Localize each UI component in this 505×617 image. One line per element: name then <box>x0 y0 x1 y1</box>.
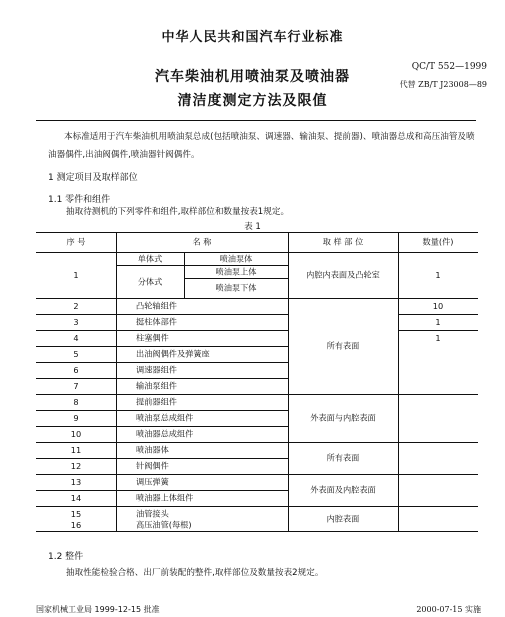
table-row-no: 11 <box>70 445 82 455</box>
section-1-heading: 1 测定项目及取样部位 <box>48 173 138 183</box>
section-1-2-text: 抽取性能检验合格、出厂前装配的整件,取样部位及数量按表2规定。 <box>66 568 324 578</box>
row1-single: 单体式 <box>137 253 163 264</box>
table-row-name: 调压弹簧 <box>136 476 169 487</box>
table-row-no: 4 <box>73 333 79 343</box>
table-row-no: 13 <box>70 477 82 487</box>
table-row-no: 7 <box>73 381 79 391</box>
section-1-1-text: 抽取待测机的下列零件和组件,取样部位和数量按表1规定。 <box>66 207 290 217</box>
col-rule <box>288 232 289 532</box>
section-1-1-heading: 1.1 零件和组件 <box>48 195 111 205</box>
table-row-no: 2 <box>73 301 79 311</box>
table-row-no: 15 <box>70 509 82 519</box>
standard-code: QC/T 552—1999 <box>411 62 487 72</box>
table-header-rule <box>36 252 478 253</box>
row-rule <box>398 330 478 331</box>
table-row-name: 油管接头 <box>136 508 169 519</box>
sampling-table <box>36 232 478 532</box>
table-row-name: 高压油管(每根) <box>136 519 192 530</box>
scope-paragraph: 本标准适用于汽车柴油机用喷油泵总成(包括喷油泵、调速器、输油泵、提前器)、喷油器总成和高压油管及喷油器偶件,出油阀偶件,喷油器针阀偶件。 <box>48 132 475 160</box>
table-row-name: 提前器组件 <box>136 396 177 407</box>
table-row-name: 喷油器总成组件 <box>136 428 194 439</box>
row1-sub-rule <box>184 278 288 279</box>
header-no: 序 号 <box>66 236 86 247</box>
table-row-no: 5 <box>73 349 79 359</box>
row-rule <box>36 490 288 491</box>
row1-no: 1 <box>73 270 79 280</box>
table-row-name: 调速器组件 <box>136 364 177 375</box>
document-title-line2: 清洁度测定方法及限值 <box>177 93 328 109</box>
qty-10: 10 <box>432 301 444 311</box>
table-row-name: 喷油器上体组件 <box>136 492 194 503</box>
row-rule <box>36 394 478 395</box>
issuing-organization: 中华人民共和国汽车行业标准 <box>161 30 344 45</box>
row-rule <box>36 362 288 363</box>
sampling-inner: 内腔表面 <box>326 513 360 524</box>
sampling-all-surface: 所有表面 <box>326 340 360 351</box>
col-rule <box>398 232 399 532</box>
col-rule <box>184 252 185 298</box>
col-rule <box>116 232 117 532</box>
table-row-name: 出油阀偶件及弹簧座 <box>136 348 210 359</box>
row-rule <box>398 314 478 315</box>
row1-multi: 分体式 <box>137 276 163 287</box>
sampling-inner-outer-2: 外表面及内腔表面 <box>310 484 376 495</box>
qty-1b: 1 <box>435 333 441 343</box>
table-row-no: 8 <box>73 397 79 407</box>
sampling-all-surface-2: 所有表面 <box>326 452 360 463</box>
approval-line: 国家机械工业局 1999-12-15 批准 <box>36 605 160 614</box>
row-rule <box>36 314 288 315</box>
table-row-no: 9 <box>73 413 79 423</box>
row1-part3: 喷油泵下体 <box>215 282 257 293</box>
table-row-name: 喷油器体 <box>136 444 169 455</box>
row1-qty: 1 <box>435 270 441 280</box>
table-row-name: 输油泵组件 <box>136 380 177 391</box>
title-divider <box>36 120 476 121</box>
table-bottom-rule <box>36 531 478 532</box>
row-rule <box>36 426 288 427</box>
row-rule <box>36 346 288 347</box>
header-qty: 数量(件) <box>422 236 454 247</box>
table-row-no: 10 <box>70 429 82 439</box>
replaced-standard: 代替 ZB/T J23008—89 <box>399 80 487 89</box>
row1-sub-rule <box>116 265 288 266</box>
row-rule <box>36 410 288 411</box>
row-rule <box>36 442 478 443</box>
section-1-2-heading: 1.2 整件 <box>48 552 84 562</box>
table-row-name: 喷油泵总成组件 <box>136 412 194 423</box>
table-row-no: 16 <box>70 520 82 530</box>
header-part: 取 样 部 位 <box>322 236 364 247</box>
table-row-name: 挺柱体部件 <box>136 316 177 327</box>
row1-sampling: 内腔内表面及凸轮室 <box>306 269 380 280</box>
row-rule <box>36 298 478 299</box>
table-row-name: 柱塞偶件 <box>136 332 169 343</box>
row-rule <box>36 458 288 459</box>
table-top-rule <box>36 232 478 233</box>
table-row-name: 凸轮轴组件 <box>136 300 177 311</box>
sampling-inner-outer: 外表面与内腔表面 <box>310 412 376 423</box>
table-row-no: 12 <box>70 461 82 471</box>
table-row-name: 针阀偶件 <box>136 460 169 471</box>
row-rule <box>36 506 478 507</box>
table-row-no: 6 <box>73 365 79 375</box>
table-caption: 表 1 <box>244 222 261 232</box>
row-rule <box>36 330 288 331</box>
implementation-date: 2000-07-15 实施 <box>416 605 481 614</box>
row-rule <box>36 474 478 475</box>
row-rule <box>36 378 288 379</box>
table-row-no: 14 <box>70 493 82 503</box>
qty-1a: 1 <box>435 317 441 327</box>
table-row-no: 3 <box>73 317 79 327</box>
header-name: 名 称 <box>192 236 212 247</box>
document-title-line1: 汽车柴油机用喷油泵及喷油器 <box>155 69 350 85</box>
row1-part2: 喷油泵上体 <box>215 266 257 277</box>
row1-part1: 喷油泵体 <box>219 253 253 264</box>
